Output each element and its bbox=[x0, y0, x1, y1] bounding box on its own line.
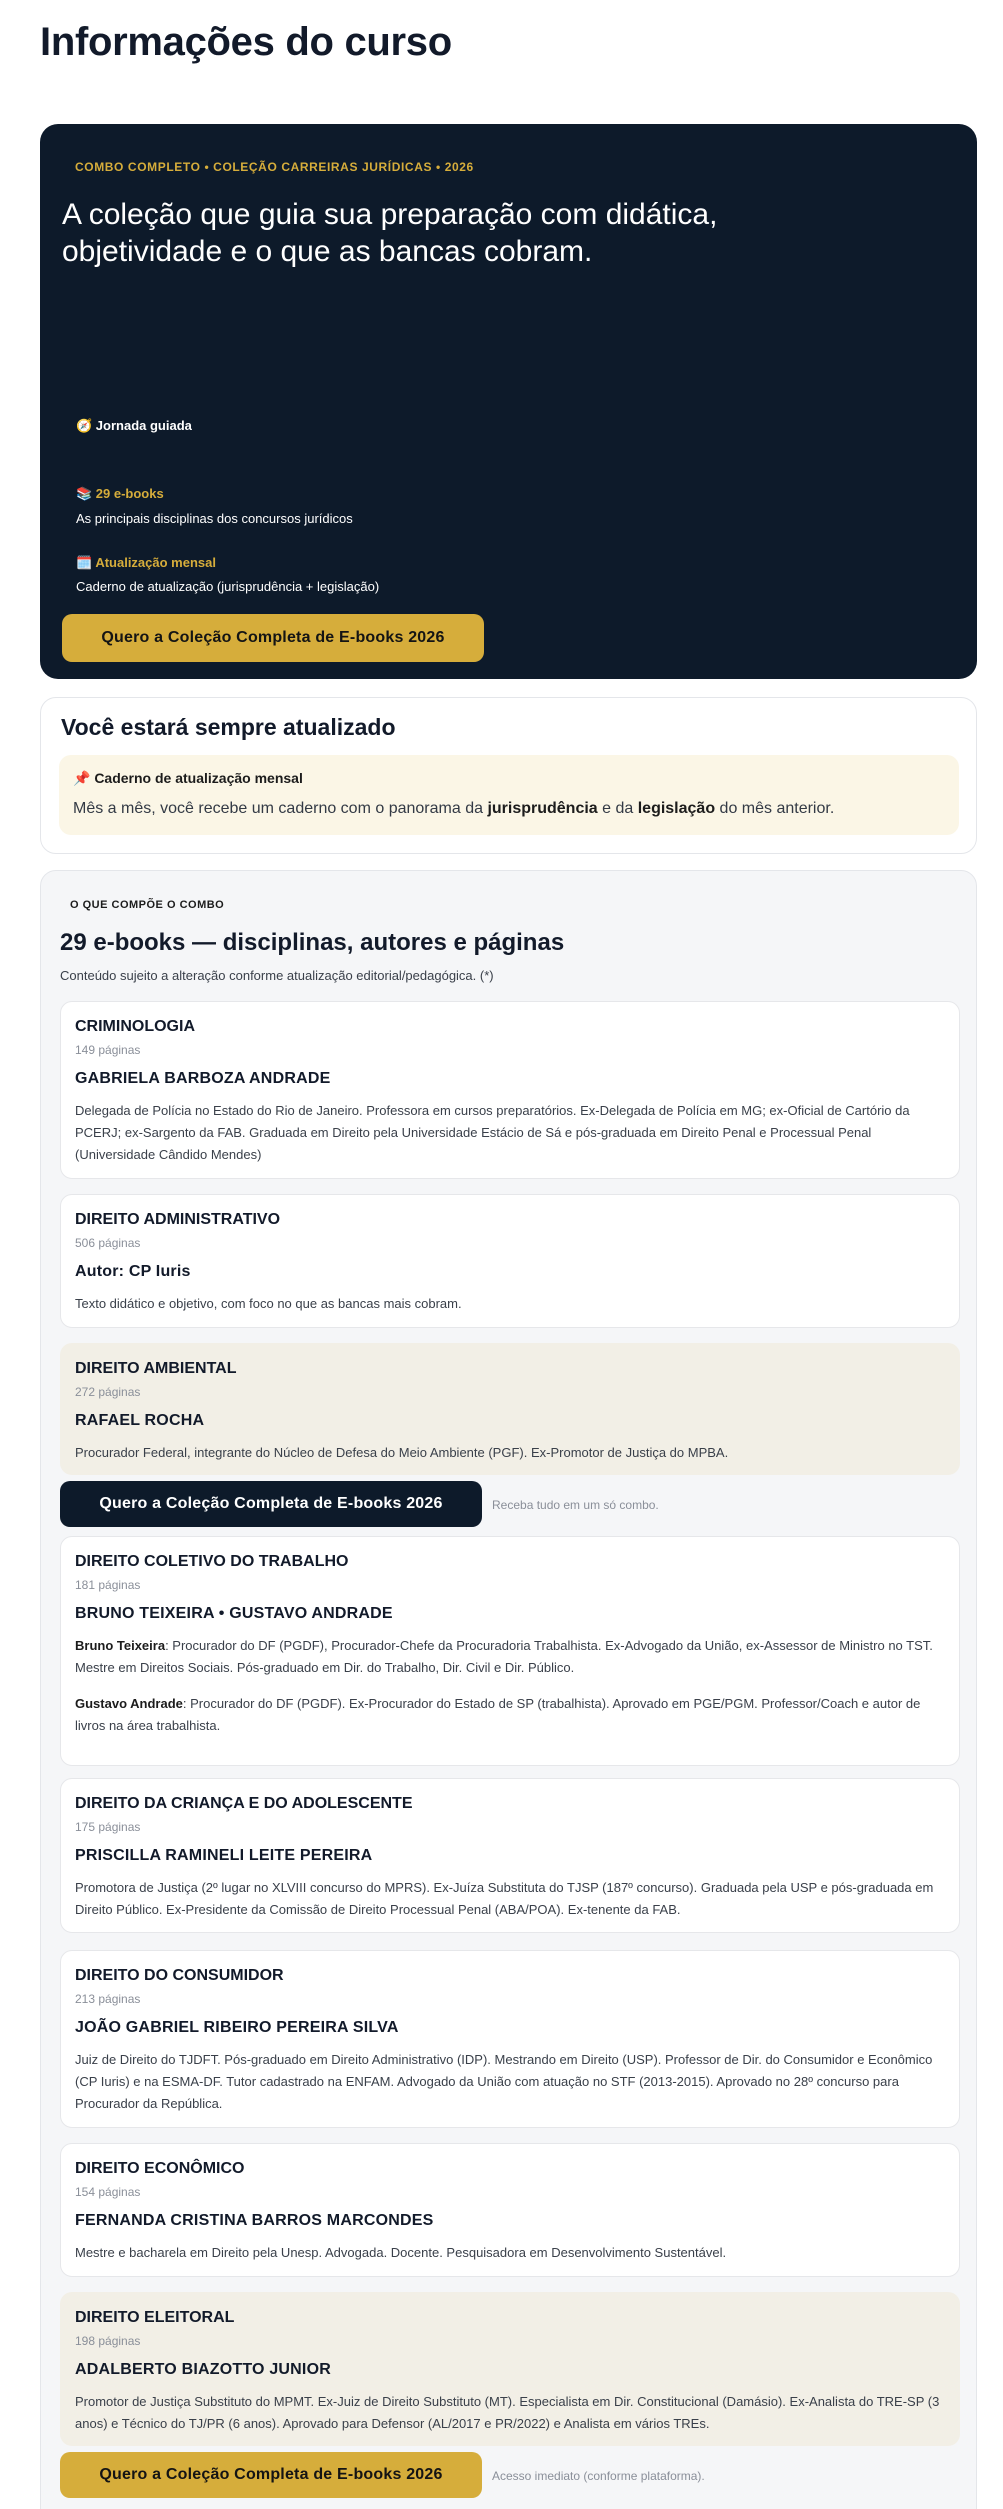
update-box-text bbox=[73, 800, 834, 818]
combo-cta-note-1: Receba tudo em um só combo. bbox=[492, 1498, 659, 1512]
book-card-criminologia bbox=[60, 1001, 960, 1179]
book-pages: 149 páginas bbox=[75, 1043, 141, 1057]
book-author-bio: Mestre e bacharela em Direito pela Unesp. Advogada. Docente. Pesquisadora em Desenvolvimento Sustentável. bbox=[75, 2245, 727, 2260]
book-pages: 198 páginas bbox=[75, 2334, 141, 2348]
combo-section bbox=[40, 870, 977, 2509]
book-card-direito-do-consumidor bbox=[60, 1950, 960, 2128]
book-pages: 175 páginas bbox=[75, 1820, 141, 1834]
book-card-direito-administrativo bbox=[60, 1194, 960, 1328]
bio-author-name: Bruno Teixeira bbox=[75, 1638, 166, 1653]
book-author-bio: Promotora de Justiça (2º lugar no XLVIII concurso do MPRS). Ex-Juíza Substituta do TJSP (187º concurso). Graduada pela USP e pós-graduada em Direito Público. Ex-Presidente da Comissão de Direito Processual Penal (ABA/POA). Ex-tenente da FAB. bbox=[75, 1880, 934, 1917]
book-pages: 154 páginas bbox=[75, 2185, 141, 2199]
combo-cta-button-1[interactable]: Quero a Coleção Completa de E-books 2026 bbox=[60, 1481, 482, 1527]
book-discipline: DIREITO DA CRIANÇA E DO ADOLESCENTE bbox=[75, 1795, 413, 1812]
book-author: GABRIELA BARBOZA ANDRADE bbox=[75, 1070, 331, 1087]
book-card-direito-da-crianca bbox=[60, 1778, 960, 1933]
bio-author-text: : Procurador do DF (PGDF). Ex-Procurador do Estado de SP (trabalhista). Aprovado em PGE/PGM. Professor/Coach e autor de livros na área trabalhista. bbox=[75, 1696, 921, 1733]
book-author: PRISCILLA RAMINELI LEITE PEREIRA bbox=[75, 1847, 373, 1864]
bio-author-text: : Procurador do DF (PGDF), Procurador-Chefe da Procuradoria Trabalhista. Ex-Advogado da União, ex-Assessor de Ministro no TST. Mestre em Direitos Sociais. Pós-graduado em Dir. do Trabalho, Dir. Civil e Dir. Público. bbox=[75, 1638, 933, 1675]
book-author: BRUNO TEIXEIRA • GUSTAVO ANDRADE bbox=[75, 1605, 393, 1622]
book-discipline: DIREITO AMBIENTAL bbox=[75, 1360, 237, 1377]
update-box-title: 📌 Caderno de atualização mensal bbox=[73, 770, 303, 786]
hero-cta-button[interactable]: Quero a Coleção Completa de E-books 2026 bbox=[62, 614, 484, 662]
update-text-part: Mês a mês, você recebe um caderno com o panorama da bbox=[73, 800, 488, 817]
book-card-direito-coletivo-do-trabalho bbox=[60, 1536, 960, 1766]
bio-author-name: Gustavo Andrade bbox=[75, 1696, 183, 1711]
update-text-bold-jurisprudencia: jurisprudência bbox=[487, 800, 598, 817]
book-author-bio-bruno bbox=[75, 1635, 940, 1679]
hero-item-ebooks-desc: As principais disciplinas dos concursos jurídicos bbox=[76, 511, 353, 526]
book-author: RAFAEL ROCHA bbox=[75, 1412, 205, 1429]
book-discipline: DIREITO COLETIVO DO TRABALHO bbox=[75, 1553, 349, 1570]
book-discipline: DIREITO ADMINISTRATIVO bbox=[75, 1211, 281, 1228]
hero-headline: A coleção que guia sua preparação com didática, objetividade e o que as bancas cobram. bbox=[62, 198, 718, 268]
book-author-bio: Procurador Federal, integrante do Núcleo de Defesa do Meio Ambiente (PGF). Ex-Promotor de Justiça do MPBA. bbox=[75, 1445, 729, 1460]
update-card bbox=[40, 697, 977, 854]
book-author-bio: Promotor de Justiça Substituto do MPMT. Ex-Juiz de Direito Substituto (MT). Especialista em Dir. Constitucional (Damásio). Ex-Analista do TRE-SP (3 anos) e Técnico do TJ/PR (6 anos). Aprovado para Defensor (AL/2017 e PR/2022) e Analista em vários TREs. bbox=[75, 2394, 940, 2431]
book-card-direito-eleitoral bbox=[60, 2292, 960, 2446]
hero-item-ebooks: 📚 29 e-books bbox=[76, 486, 164, 501]
combo-eyebrow: O QUE COMPÕE O COMBO bbox=[70, 899, 225, 911]
page-title: Informações do curso bbox=[40, 20, 452, 64]
book-author: Autor: CP Iuris bbox=[75, 1263, 191, 1280]
hero-banner bbox=[40, 124, 977, 679]
update-text-part: e da bbox=[597, 800, 638, 817]
book-author-bio: Delegada de Polícia no Estado do Rio de Janeiro. Professora em cursos preparatórios. Ex-Delegada de Polícia em MG; ex-Oficial de Cartório da PCERJ; ex-Sargento da FAB. Graduada em Direito pela Universidade Estácio de Sá e pós-graduada em Direito Penal e Processual Penal (Universidade Cândido Mendes) bbox=[75, 1103, 910, 1162]
update-title: Você estará sempre atualizado bbox=[61, 714, 396, 740]
book-discipline: DIREITO DO CONSUMIDOR bbox=[75, 1967, 284, 1984]
hero-item-atualizacao-desc: Caderno de atualização (jurisprudência + legislação) bbox=[76, 579, 380, 594]
book-discipline: DIREITO ECONÔMICO bbox=[75, 2160, 245, 2177]
book-author-bio-gustavo bbox=[75, 1693, 940, 1737]
book-author: JOÃO GABRIEL RIBEIRO PEREIRA SILVA bbox=[75, 2019, 399, 2036]
combo-cta-note-2: Acesso imediato (conforme plataforma). bbox=[492, 2469, 705, 2483]
hero-item-atualizacao: 🗓️ Atualização mensal bbox=[76, 555, 216, 570]
book-discipline: DIREITO ELEITORAL bbox=[75, 2309, 235, 2326]
combo-subtitle: Conteúdo sujeito a alteração conforme atualização editorial/pedagógica. (*) bbox=[60, 968, 494, 983]
combo-title: 29 e-books — disciplinas, autores e páginas bbox=[60, 929, 565, 956]
update-notice-box bbox=[59, 755, 959, 835]
book-author-bio: Texto didático e objetivo, com foco no que as bancas mais cobram. bbox=[75, 1296, 462, 1311]
book-pages: 506 páginas bbox=[75, 1236, 141, 1250]
update-text-bold-legislacao: legislação bbox=[637, 800, 716, 817]
book-author-bio: Juiz de Direito do TJDFT. Pós-graduado em Direito Administrativo (IDP). Mestrando em Direito (USP). Professor de Dir. do Consumidor e Econômico (CP Iuris) e na ESMA-DF. Tutor cadastrado na ENFAM. Advogado da União com atuação no STF (2013-2015). Aprovado no 28º concurso para Procurador da República. bbox=[75, 2052, 933, 2111]
combo-cta-button-2[interactable]: Quero a Coleção Completa de E-books 2026 bbox=[60, 2452, 482, 2498]
hero-item-jornada: 🧭 Jornada guiada bbox=[76, 418, 192, 433]
book-card-direito-ambiental bbox=[60, 1343, 960, 1475]
update-text-part: do mês anterior. bbox=[715, 800, 835, 817]
hero-eyebrow: COMBO COMPLETO • COLEÇÃO CARREIRAS JURÍDICAS • 2026 bbox=[75, 160, 474, 174]
book-pages: 272 páginas bbox=[75, 1385, 141, 1399]
book-author: ADALBERTO BIAZOTTO JUNIOR bbox=[75, 2361, 331, 2378]
book-discipline: CRIMINOLOGIA bbox=[75, 1018, 195, 1035]
book-author: FERNANDA CRISTINA BARROS MARCONDES bbox=[75, 2212, 434, 2229]
book-pages: 181 páginas bbox=[75, 1578, 141, 1592]
book-pages: 213 páginas bbox=[75, 1992, 141, 2006]
book-card-direito-economico bbox=[60, 2143, 960, 2277]
